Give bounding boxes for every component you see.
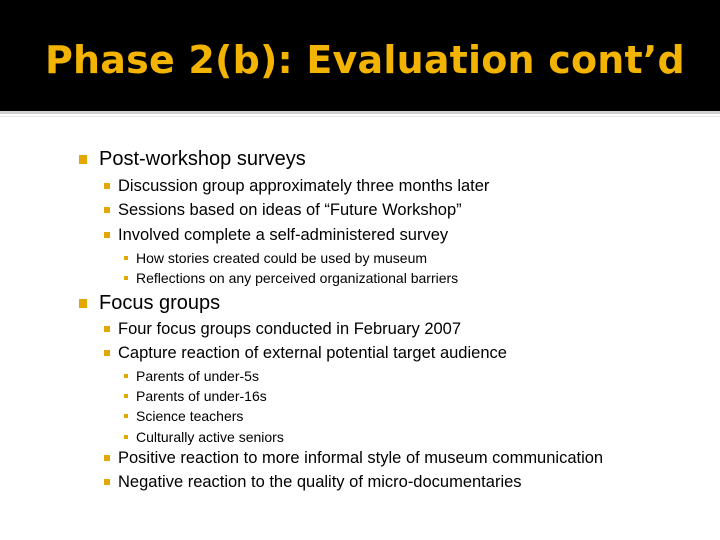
- sub-list-item: Parents of under-5s: [136, 368, 259, 384]
- sub-list-item: How stories created could be used by museum: [136, 250, 428, 266]
- list-item: Positive reaction to more informal style of museum communication: [118, 449, 604, 467]
- sub-list-item: Reflections on any perceived organizational barriers: [136, 270, 459, 286]
- sub-list-item: Culturally active seniors: [136, 429, 284, 445]
- list-item: Discussion group approximately three months later: [118, 177, 490, 195]
- square-bullet-icon: [124, 256, 128, 260]
- square-bullet-icon: [124, 276, 128, 280]
- square-bullet-icon: [104, 207, 110, 213]
- square-bullet-icon: [124, 374, 128, 378]
- list-item: Involved complete a self-administered survey: [118, 226, 449, 244]
- square-bullet-icon: [104, 479, 110, 485]
- list-item: Four focus groups conducted in February 2007: [118, 320, 462, 338]
- square-bullet-icon: [79, 155, 87, 164]
- slide-title: Phase 2(b): Evaluation cont’d: [45, 38, 685, 82]
- list-item: Sessions based on ideas of “Future Workshop”: [118, 201, 462, 219]
- square-bullet-icon: [104, 232, 110, 238]
- square-bullet-icon: [104, 350, 110, 356]
- section-heading: Focus groups: [99, 292, 221, 314]
- square-bullet-icon: [124, 435, 128, 439]
- list-item: Negative reaction to the quality of micro-documentaries: [118, 473, 522, 491]
- sub-list-item: Parents of under-16s: [136, 388, 267, 404]
- sub-list-item: Science teachers: [136, 408, 244, 424]
- square-bullet-icon: [124, 414, 128, 418]
- square-bullet-icon: [79, 299, 87, 308]
- list-item: Capture reaction of external potential target audience: [118, 344, 507, 362]
- square-bullet-icon: [104, 455, 110, 461]
- section-heading: Post-workshop surveys: [99, 148, 306, 170]
- square-bullet-icon: [124, 394, 128, 398]
- square-bullet-icon: [104, 183, 110, 189]
- square-bullet-icon: [104, 326, 110, 332]
